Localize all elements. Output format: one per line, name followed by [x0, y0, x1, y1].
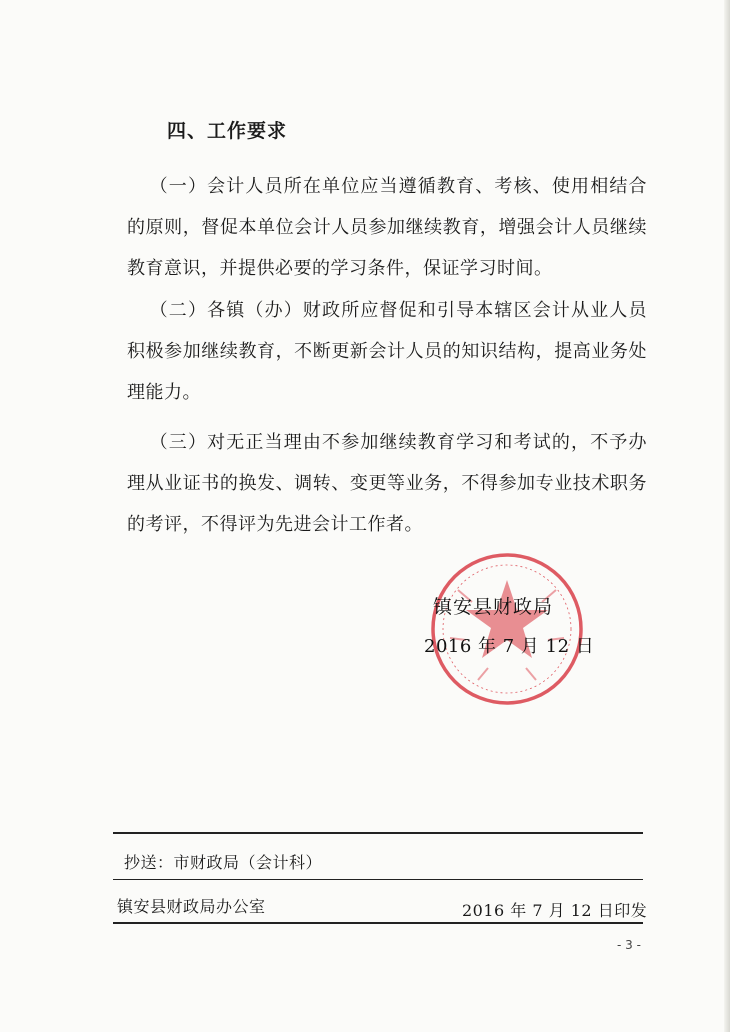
- signature-org: 镇安县财政局: [433, 596, 554, 618]
- paragraph-1-text: （一）会计人员所在单位应当遵循教育、考核、使用相结合的原则，督促本单位会计人员参加继续教育，增强会计人员继续教育意识，并提供必要的学习条件，保证学习时间。: [127, 176, 647, 279]
- scan-edge-shadow: [724, 0, 730, 1032]
- signature-date: 2016 年 7 月 12 日: [424, 636, 595, 657]
- issue-date: 2016 年 7 月 12 日印发: [462, 901, 648, 920]
- issuing-office: 镇安县财政局办公室: [117, 897, 266, 916]
- paragraph-3-text: （三）对无正当理由不参加继续教育学习和考试的，不予办理从业证书的换发、调转、变更等业务，不得参加专业技术职务的考评，不得评为先进会计工作者。: [127, 432, 647, 535]
- official-seal-icon: [428, 550, 586, 708]
- paragraph-2-text: （二）各镇（办）财政所应督促和引导本辖区会计从业人员积极参加继续教育，不断更新会计人员的知识结构，提高业务处理能力。: [127, 300, 647, 403]
- paragraph-2: [127, 290, 647, 413]
- footer-rule-bottom: [113, 922, 643, 924]
- page-number: - 3 -: [617, 938, 641, 952]
- paragraph-1: [127, 166, 647, 289]
- footer-rule-middle: [113, 879, 643, 880]
- cc-line: 抄送：市财政局（会计科）: [124, 853, 323, 872]
- paragraph-3: [127, 422, 647, 545]
- footer-rule-top: [113, 832, 643, 834]
- section-heading: 四、工作要求: [167, 120, 288, 142]
